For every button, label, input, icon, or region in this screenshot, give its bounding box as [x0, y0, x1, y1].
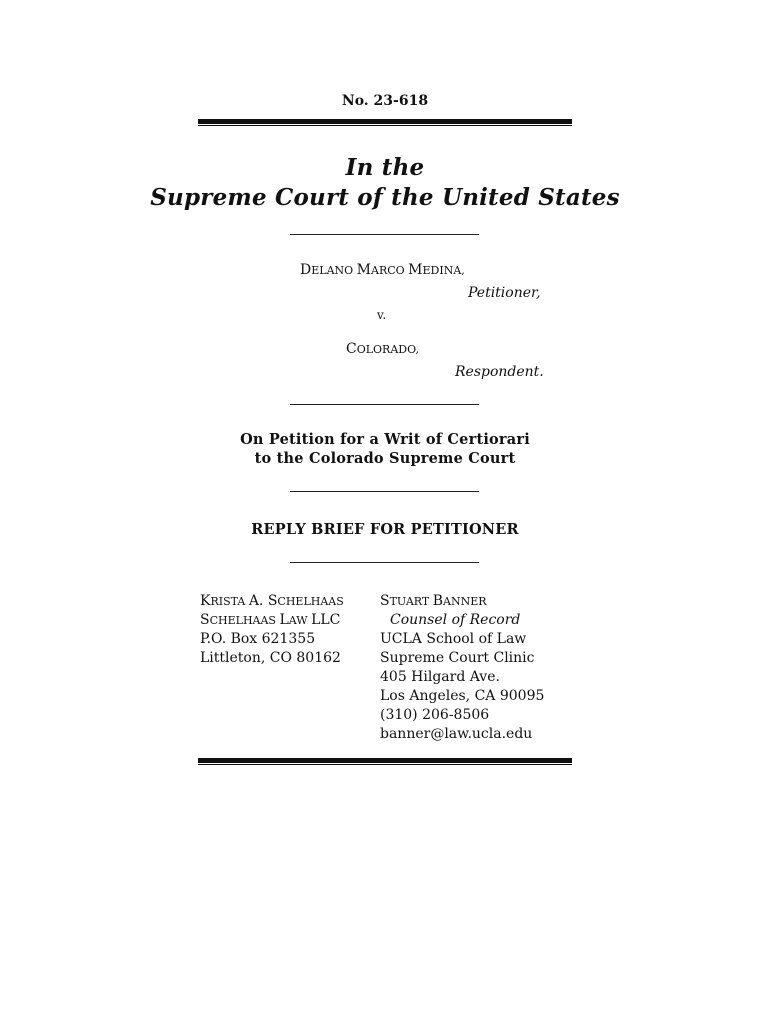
petitioner-role: Petitioner, [468, 285, 541, 301]
counsel-of-record: Counsel of Record [390, 612, 521, 628]
petition-line1: On Petition for a Writ of Certiorari [240, 431, 530, 448]
docket-number: No. 23-618 [341, 93, 429, 109]
counsel-right-phone: (310) 206-8506 [380, 707, 490, 723]
divider-rule [290, 491, 479, 492]
versus: v. [377, 308, 387, 322]
petitioner-name: DELANO MARCO MEDINA, [300, 262, 465, 278]
counsel-right-block [380, 592, 544, 744]
counsel-right-name: STUART BANNER [380, 593, 487, 609]
divider-rule [290, 234, 479, 235]
counsel-right-email: banner@law.ucla.edu [380, 726, 533, 742]
divider-rule [290, 562, 479, 563]
counsel-right-address-line: UCLA School of Law [380, 631, 527, 647]
counsel-left-address-line: Littleton, CO 80162 [200, 650, 341, 666]
court-title-line2: Supreme Court of the United States [150, 184, 620, 211]
counsel-right-address-line: 405 Hilgard Ave. [380, 669, 500, 685]
counsel-left-address-line: P.O. Box 621355 [200, 631, 316, 647]
counsel-right-address-line: Supreme Court Clinic [380, 650, 535, 666]
counsel-left-block [200, 592, 344, 668]
top-double-rule [198, 119, 572, 124]
bottom-double-rule [198, 758, 572, 763]
counsel-right-address-line: Los Angeles, CA 90095 [380, 688, 545, 704]
court-title-line1: In the [345, 154, 425, 181]
counsel-left-name: KRISTA A. SCHELHAAS [200, 593, 344, 609]
counsel-left-firm: SCHELHAAS LAW LLC [200, 612, 341, 628]
respondent-role: Respondent. [455, 364, 544, 380]
divider-rule [290, 404, 479, 405]
respondent-name: COLORADO, [346, 341, 419, 357]
brief-title: REPLY BRIEF FOR PETITIONER [251, 521, 519, 538]
petition-line2: to the Colorado Supreme Court [254, 450, 516, 467]
